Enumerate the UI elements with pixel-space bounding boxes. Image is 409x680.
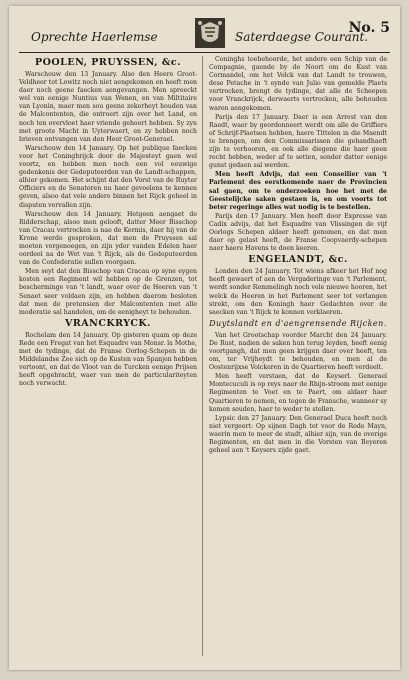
article-paragraph-bold: Men heeft Advijs, dat een Conseilier van 't Parlement des eerstkomende naer de Provincien sal gaen, om te onderzoeken hoe het met de Geestelijcke saken gestaen is, en om voorts tot beter regeringe alles wat nodig is te bestellen.: [209, 171, 387, 211]
article-paragraph: Parijs den 17 January. Daer is een Arrest van den Raedt, waer by geordonneert werdt om alle de Griffiers of Schrijf-Plaetsen hebben, haere Tittelen in die Maendt te brengen, om den Commissarissen die gehandhaeft zijn te verhooren, en ook alle diegene die haer geen recht hebben, weder af te setten, sonder datter eenige gunst gedaen sal werden.: [209, 113, 387, 170]
article-paragraph: Men heeft verstaen, dat de Keyserl. Generael Montecuculi is op reys naer de Rhijn-stroom met eenige Regimenten te Voet en te Paert, om aldaer haer Quartieren te nemen, en tegen de Fransche, wanneer sy komen souden, haer te weder te stellen.: [209, 373, 387, 413]
article-paragraph: Lypsic den 27 January. Den Generael Duca heeft noch niet vergeert: Op sijnen Dagh tot voor de Rode Mayn, waerin men te meer de stadt, alhier sijn, van de overige Regimenten, en dat men in die Vorsten van Beyeren geheel aen 't Keysers zijde gaet.: [209, 414, 387, 455]
article-paragraph: Coninghs toebehoorde, het andere een Schip van de Compagnie, gaende by de Noort om de Kust van Cormandel, om het Volck van dat Landt te trouwen, dese Petache in 't eynde van Julio van gemelde Plaets vertrocken, brengt de tydinge, dat alle de Scheepen voor Vranckrijck, derwaerts vertrocken, alle behouden waren aengekomen.: [209, 56, 387, 112]
right-column: [209, 56, 387, 662]
article-paragraph: Warschouw den 14 January. Op het publique faecken voor het Coninghrijck door de Majesteyt gaen wel voortz, en hebben men noch een vol eeuwige gedenkenis der Gedeputeerden van de Landt-schappen, alhier gekomen. Het schijnt dat den Vorst van de Ruyter Officiers en de Senatoren nu haer gevoelens te kennen geven, alsoo dat vele andere binnen het Rijck geheel in disputen vervallen zijn.: [19, 144, 197, 209]
article-paragraph: Men seyt dat den Bisschop van Cracau op syne eygen kosten een Regiment wil hebben op de Grenzen, tot bescherminge van 't landt, waer over de Heeren van 't Senaet seer voldaen zijn, en hebben daerom besloten dat men de pretensien der Malcontenten met alle moderatie sal handelen, om de eenigheyt te behouden.: [19, 268, 197, 316]
newspaper-page: [9, 6, 400, 670]
section-heading-germany: Duytslandt en d'aengrensende Rijcken.: [209, 318, 387, 328]
masthead: [17, 16, 392, 46]
coat-of-arms-icon: [193, 16, 227, 50]
article-paragraph: Warschouw den 14 January. Hetgeen aengaet de Ridderschap, alsoo men gelooft, datter Meer Bisschop van Cracau vertrocken is nae de Kermis, daer hij van de Krone werde gesproken, dat men de Pruyssen sal moeten vergenoegen, en zijn yder vanden Edelen haer oordeel na de Wet van 't Rijck, als de Gedeputeerden van de Confederatie sullen voorgaen.: [19, 210, 197, 267]
article-paragraph: Londen den 24 January. Tot wiens afkeer het Hof nog heeft gewaert of aen de Vergaderinge van 't Parlement, werdt sonder Remmelingh noch vele nieuwe hooren, het welck de Heeren in het Parlement seer tot verlangen strekt, om den Koningh haer Gedachten over de saecken van 't Rijck te konnen verklaeren.: [209, 268, 387, 316]
section-heading-england: ENGELANDT, &c.: [248, 254, 348, 266]
column-divider: [202, 56, 203, 656]
masthead-left-title: Oprechte Haerlemse: [31, 30, 158, 44]
issue-number: No. 5: [348, 20, 390, 36]
left-column: [19, 56, 197, 662]
section-heading-france: VRANCKRYCK.: [65, 317, 151, 329]
masthead-right-title: Saterdaegse Courant.: [235, 30, 369, 44]
section-heading-poland: POOLEN, PRUYSSEN, &c.: [34, 57, 182, 68]
article-paragraph: Warschouw den 13 January. Also den Heere Groot-Veldheer tot Lowitz noch niet aengekomen en heeft men daer noch geene faecken aengevangen. Men spreeckt wel van eenige Nuntius van Wenen, en van Miltitaire van Lyonin, maer men sou geene zekerheyt houden van de Malcontenten, die ontroert zijn over het Land, en noch ten overvloet haer vriende gehoort hebben. Sy zyn met groote Macht in Uyterwaert, en zy hebben noch brieven ontvangen van den Heer Groot-Generael.: [19, 71, 197, 143]
article-paragraph: Van het Grootschap voorder Marcht den 24 January. De Rust, nadien de saken hun terug leyden, heeft eenig voortgangh, dat men geen krijgen daer over heeft, ten om, ter Vrijheydt te behouden, en men al de Oostenrijxse Volckeren in de Quartieren heeft verdeelt.: [209, 331, 387, 372]
article-paragraph: Rochelam den 14 January. Op gisteren quam op deze Rede een Fregat van het Esquadre van Monsr. la Mothe, met de tydinge, dat de Franse Oorlog-Schepen in de Middelandse Zee sich op de Kusten van Spanjen hebben vertoont, en dat de Vloot van de Turcken eenige Prijsen heeft opgebracht, waer van men de particulariteyten noch verwacht.: [19, 331, 197, 388]
article-paragraph: Parijs den 17 January. Men heeft door Expresse van Cadix advijs, dat het Esquadre van Vlissingen de vijf Oorlogs Schepen aldaer heeft genomen, en dat men daer op gelast heeft, de Franse Coopvaerdy-schepen naer haere Havens te doen keeren.: [209, 212, 387, 253]
masthead-rule: [19, 52, 390, 53]
